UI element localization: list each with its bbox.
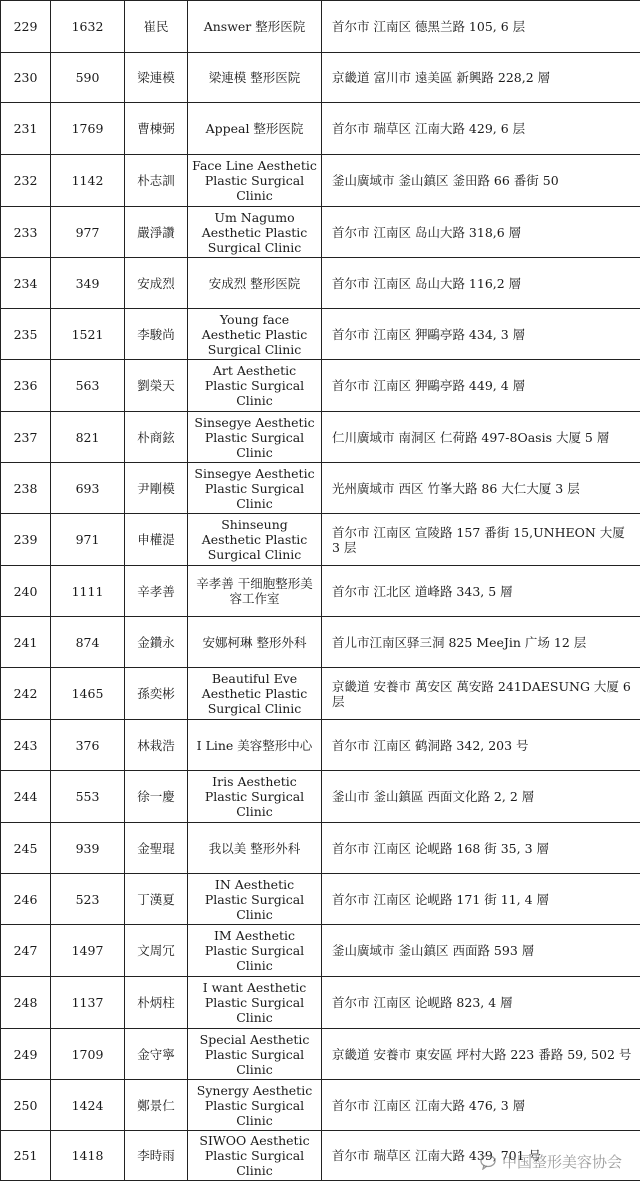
doctor-name: 尹剛模 [125, 463, 188, 514]
registration-id: 971 [51, 514, 125, 566]
clinic-address: 首尔市 江南区 岛山大路 116,2 層 [322, 258, 640, 309]
doctor-name: 嚴淨讚 [125, 207, 188, 258]
clinic-name: Sinsegye Aesthetic Plastic Surgical Clinic [188, 463, 322, 514]
clinic-name: Beautiful Eve Aesthetic Plastic Surgical Clinic [188, 668, 322, 720]
row-number: 248 [1, 977, 51, 1029]
table-row [1, 720, 640, 771]
clinic-address: 首尔市 江南区 宣陵路 157 番街 15,UNHEON 大厦 3 层 [322, 514, 640, 566]
clinic-address: 京畿道 富川市 遠美區 新興路 228,2 層 [322, 53, 640, 103]
clinic-name: 安娜柯琳 整形外科 [188, 617, 322, 668]
registration-id: 563 [51, 360, 125, 412]
row-number: 238 [1, 463, 51, 514]
registration-id: 1142 [51, 155, 125, 207]
row-number: 232 [1, 155, 51, 207]
clinic-name: Um Nagumo Aesthetic Plastic Surgical Clinic [188, 207, 322, 258]
clinic-name: SIWOO Aesthetic Plastic Surgical Clinic [188, 1131, 322, 1181]
table-row [1, 463, 640, 514]
clinic-name: Art Aesthetic Plastic Surgical Clinic [188, 360, 322, 412]
row-number: 230 [1, 53, 51, 103]
clinic-name: Special Aesthetic Plastic Surgical Clinic [188, 1029, 322, 1080]
row-number: 250 [1, 1080, 51, 1131]
registration-id: 349 [51, 258, 125, 309]
table-row [1, 360, 640, 412]
doctor-name: 文周冗 [125, 925, 188, 977]
clinic-address: 首尔市 江南区 岛山大路 318,6 層 [322, 207, 640, 258]
clinic-name: Appeal 整形医院 [188, 103, 322, 155]
clinic-address: 首尔市 江南区 鹤洞路 342, 203 号 [322, 720, 640, 771]
table-row [1, 1080, 640, 1131]
row-number: 237 [1, 412, 51, 463]
doctor-name: 孫奕彬 [125, 668, 188, 720]
table-row [1, 155, 640, 207]
clinic-address: 首尔市 瑞草区 江南大路 439, 701 号 [322, 1131, 640, 1181]
doctor-name: 鄭景仁 [125, 1080, 188, 1131]
row-number: 234 [1, 258, 51, 309]
doctor-name: 李駿尚 [125, 309, 188, 360]
clinic-name: I want Aesthetic Plastic Surgical Clinic [188, 977, 322, 1029]
doctor-name: 李時雨 [125, 1131, 188, 1181]
clinic-name: Face Line Aesthetic Plastic Surgical Clinic [188, 155, 322, 207]
row-number: 245 [1, 823, 51, 874]
registration-id: 376 [51, 720, 125, 771]
clinic-name: Iris Aesthetic Plastic Surgical Clinic [188, 771, 322, 823]
registration-id: 693 [51, 463, 125, 514]
registration-id: 1521 [51, 309, 125, 360]
clinic-address: 釜山廣域市 釜山鎮区 釜田路 66 番街 50 [322, 155, 640, 207]
row-number: 231 [1, 103, 51, 155]
row-number: 247 [1, 925, 51, 977]
doctor-name: 丁漢夏 [125, 874, 188, 925]
clinic-address: 首儿市江南区驿三洞 825 MeeJin 广场 12 层 [322, 617, 640, 668]
clinic-address: 首尔市 江南区 狎鷗亭路 434, 3 層 [322, 309, 640, 360]
table-row [1, 874, 640, 925]
clinic-address: 首尔市 瑞草区 江南大路 429, 6 层 [322, 103, 640, 155]
clinic-address: 釜山廣域市 釜山鎮区 西面路 593 層 [322, 925, 640, 977]
row-number: 246 [1, 874, 51, 925]
registration-id: 1709 [51, 1029, 125, 1080]
registration-id: 939 [51, 823, 125, 874]
clinic-address: 首尔市 江南区 论岘路 168 街 35, 3 層 [322, 823, 640, 874]
doctor-name: 劉榮天 [125, 360, 188, 412]
clinic-address: 首尔市 江南区 论岘路 823, 4 層 [322, 977, 640, 1029]
table-row [1, 514, 640, 566]
clinic-address: 首尔市 江南区 论岘路 171 街 11, 4 層 [322, 874, 640, 925]
clinic-name: IN Aesthetic Plastic Surgical Clinic [188, 874, 322, 925]
table-row [1, 823, 640, 874]
table-row [1, 53, 640, 103]
doctor-name: 金守寧 [125, 1029, 188, 1080]
registration-id: 874 [51, 617, 125, 668]
row-number: 241 [1, 617, 51, 668]
table-row [1, 771, 640, 823]
doctor-name: 金鑽永 [125, 617, 188, 668]
row-number: 239 [1, 514, 51, 566]
doctor-name: 徐一慶 [125, 771, 188, 823]
table-row [1, 925, 640, 977]
registration-id: 590 [51, 53, 125, 103]
clinic-address: 京畿道 安養市 東安區 坪村大路 223 番路 59, 502 号 [322, 1029, 640, 1080]
registration-id: 821 [51, 412, 125, 463]
clinic-name: 我以美 整形外科 [188, 823, 322, 874]
clinic-name: Shinseung Aesthetic Plastic Surgical Clinic [188, 514, 322, 566]
clinic-name: Answer 整形医院 [188, 1, 322, 53]
clinic-address: 京畿道 安養市 萬安区 萬安路 241DAESUNG 大厦 6 层 [322, 668, 640, 720]
table-row [1, 258, 640, 309]
doctor-name: 梁連模 [125, 53, 188, 103]
table-row [1, 207, 640, 258]
row-number: 235 [1, 309, 51, 360]
row-number: 233 [1, 207, 51, 258]
row-number: 249 [1, 1029, 51, 1080]
clinic-address: 首尔市 江南区 狎鷗亭路 449, 4 層 [322, 360, 640, 412]
row-number: 251 [1, 1131, 51, 1181]
clinic-name: Synergy Aesthetic Plastic Surgical Clinic [188, 1080, 322, 1131]
clinic-name: 辛孝善 干细胞整形美容工作室 [188, 566, 322, 617]
table-row [1, 1, 640, 53]
doctor-name: 曹棟弼 [125, 103, 188, 155]
registration-id: 1418 [51, 1131, 125, 1181]
doctor-name: 朴商鉉 [125, 412, 188, 463]
row-number: 240 [1, 566, 51, 617]
doctor-name: 朴炳柱 [125, 977, 188, 1029]
registration-id: 1137 [51, 977, 125, 1029]
clinic-address: 光州廣域市 西区 竹峯大路 86 大仁大厦 3 层 [322, 463, 640, 514]
clinic-address: 首尔市 江北区 道峰路 343, 5 層 [322, 566, 640, 617]
registration-id: 553 [51, 771, 125, 823]
clinic-address: 仁川廣域市 南洞区 仁荷路 497-8Oasis 大厦 5 層 [322, 412, 640, 463]
table-row [1, 309, 640, 360]
clinic-name: Young face Aesthetic Plastic Surgical Clinic [188, 309, 322, 360]
clinic-address: 首尔市 江南区 德黑兰路 105, 6 层 [322, 1, 640, 53]
table-row [1, 1131, 640, 1181]
table-row [1, 103, 640, 155]
clinic-name: I Line 美容整形中心 [188, 720, 322, 771]
row-number: 244 [1, 771, 51, 823]
table-row [1, 1029, 640, 1080]
doctor-name: 申權湜 [125, 514, 188, 566]
doctor-name: 金聖琨 [125, 823, 188, 874]
doctor-name: 安成烈 [125, 258, 188, 309]
doctor-name: 崔民 [125, 1, 188, 53]
table-row [1, 566, 640, 617]
table-row [1, 668, 640, 720]
clinic-address: 釜山市 釜山鎮區 西面文化路 2, 2 層 [322, 771, 640, 823]
row-number: 242 [1, 668, 51, 720]
registration-id: 1769 [51, 103, 125, 155]
clinic-name: 安成烈 整形医院 [188, 258, 322, 309]
registration-id: 977 [51, 207, 125, 258]
table-row [1, 977, 640, 1029]
doctor-name: 辛孝善 [125, 566, 188, 617]
clinic-name: IM Aesthetic Plastic Surgical Clinic [188, 925, 322, 977]
doctor-name: 朴志訓 [125, 155, 188, 207]
table-row [1, 617, 640, 668]
row-number: 236 [1, 360, 51, 412]
row-number: 243 [1, 720, 51, 771]
registration-id: 1111 [51, 566, 125, 617]
clinic-name: 梁連模 整形医院 [188, 53, 322, 103]
doctor-name: 林栽浩 [125, 720, 188, 771]
table-row [1, 412, 640, 463]
registration-id: 1424 [51, 1080, 125, 1131]
clinic-address: 首尔市 江南区 江南大路 476, 3 層 [322, 1080, 640, 1131]
registration-id: 523 [51, 874, 125, 925]
registration-id: 1632 [51, 1, 125, 53]
row-number: 229 [1, 1, 51, 53]
clinic-name: Sinsegye Aesthetic Plastic Surgical Clinic [188, 412, 322, 463]
registration-id: 1465 [51, 668, 125, 720]
registration-id: 1497 [51, 925, 125, 977]
watermark-text: 中国整形美容协会 [502, 1151, 622, 1172]
